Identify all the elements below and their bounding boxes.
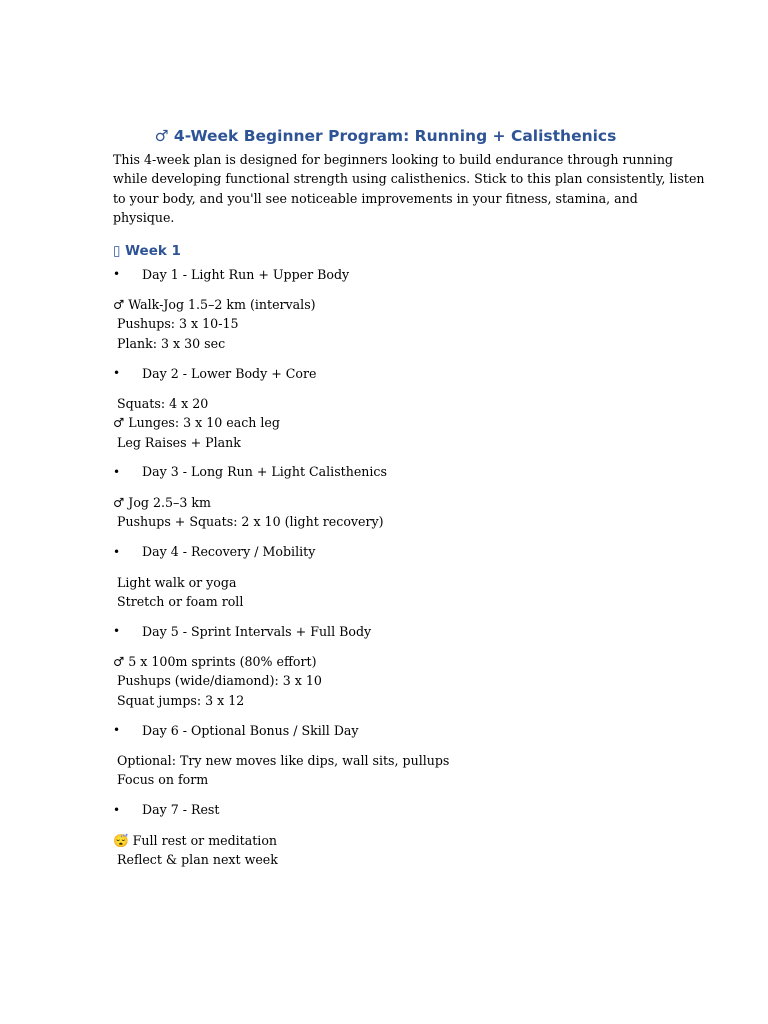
day-detail	[113, 831, 658, 870]
bullet-icon: •	[113, 366, 121, 381]
day-list-item	[113, 621, 658, 641]
day-detail	[113, 295, 658, 353]
day-list-item	[113, 462, 658, 482]
day-detail-line: ♂ Lunges: 3 x 10 each leg	[113, 415, 280, 431]
day-detail-line: Pushups (wide/diamond): 3 x 10	[113, 673, 322, 689]
day-detail-line: ♂ Jog 2.5–3 km	[113, 494, 211, 510]
day-detail-line: Reflect & plan next week	[113, 851, 278, 867]
bullet-icon: •	[113, 802, 121, 817]
day-detail-line: Leg Raises + Plank	[113, 434, 241, 450]
day-title: Day 3 - Long Run + Light Calisthenics	[142, 464, 387, 480]
intro-paragraph	[113, 150, 705, 227]
day-detail-line: Stretch or foam roll	[113, 593, 244, 609]
day-detail	[113, 493, 658, 532]
intro-line: to your body, and you'll see noticeable improvements in your fitness, stamina, and	[113, 190, 638, 206]
day-title: Day 5 - Sprint Intervals + Full Body	[142, 623, 372, 639]
intro-line: while developing functional strength using calisthenics. Stick to this plan consistently, listen	[113, 171, 705, 187]
day-title: Day 1 - Light Run + Upper Body	[142, 266, 350, 282]
week-heading: ▯ Week 1	[113, 243, 181, 260]
day-title: Day 6 - Optional Bonus / Skill Day	[142, 722, 359, 738]
day-list-item	[113, 363, 658, 383]
intro-line: This 4-week plan is designed for beginners looking to build endurance through running	[113, 152, 673, 167]
day-list-item	[113, 800, 658, 820]
day-title: Day 7 - Rest	[142, 802, 220, 818]
day-detail-line: ♂ Walk-Jog 1.5–2 km (intervals)	[113, 297, 316, 313]
bullet-icon: •	[113, 544, 121, 559]
bullet-icon: •	[113, 624, 121, 639]
day-detail-line: 😴 Full rest or meditation	[113, 832, 278, 848]
bullet-icon: •	[113, 464, 121, 479]
intro-line: physique.	[113, 209, 175, 225]
document-page	[113, 125, 705, 879]
bullet-icon: •	[113, 267, 121, 282]
day-detail	[113, 652, 658, 710]
day-detail	[113, 573, 658, 612]
day-detail	[113, 394, 658, 452]
day-detail-line: Squat jumps: 3 x 12	[113, 692, 245, 708]
day-list	[113, 264, 658, 869]
day-detail-line: Pushups + Squats: 2 x 10 (light recovery)	[113, 514, 384, 530]
day-list-item	[113, 720, 658, 740]
day-title: Day 2 - Lower Body + Core	[142, 365, 317, 381]
day-detail-line: Pushups: 3 x 10-15	[113, 316, 239, 332]
day-title: Day 4 - Recovery / Mobility	[142, 544, 316, 560]
day-detail-line: Focus on form	[113, 772, 209, 788]
document-title: ♂ 4-Week Beginner Program: Running + Calisthenics	[154, 127, 617, 145]
day-list-item	[113, 542, 658, 562]
day-detail-line: Squats: 4 x 20	[113, 396, 209, 412]
day-detail-line: Optional: Try new moves like dips, wall sits, pullups	[113, 753, 450, 769]
day-detail-line: ♂ 5 x 100m sprints (80% effort)	[113, 654, 317, 670]
day-detail-line: Light walk or yoga	[113, 574, 237, 590]
day-detail	[113, 751, 658, 790]
day-list-item	[113, 264, 658, 284]
bullet-icon: •	[113, 723, 121, 738]
day-detail-line: Plank: 3 x 30 sec	[113, 335, 226, 351]
